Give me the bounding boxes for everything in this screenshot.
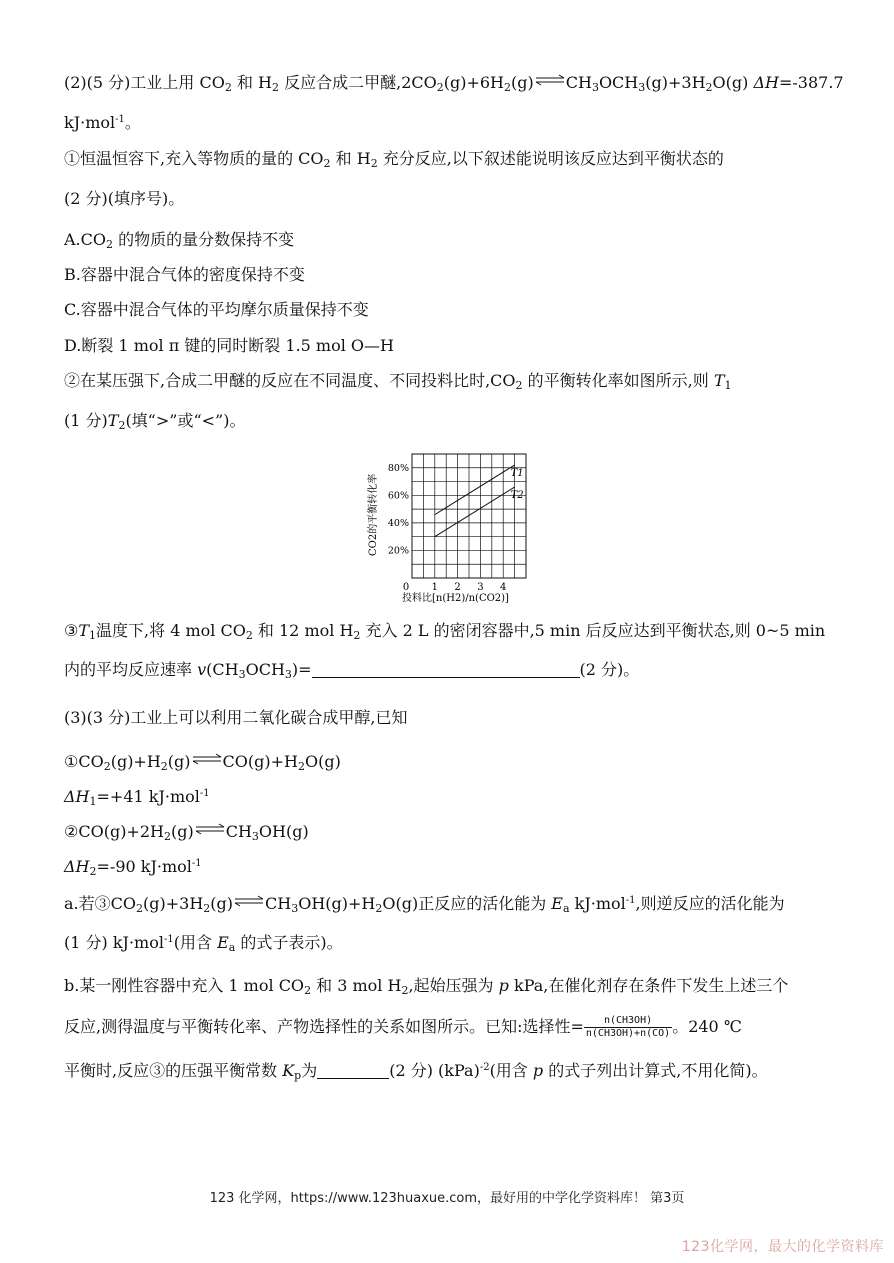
text: ③ (64, 621, 79, 640)
x-tick-label: 4 (500, 582, 507, 593)
text: T (78, 621, 90, 640)
text: v (197, 660, 207, 679)
text: 的式子列出计算式,不用化简)。 (543, 1061, 768, 1080)
sub: 2 (353, 629, 361, 642)
text: 和 12 mol H (252, 621, 354, 640)
text: (g) (210, 894, 233, 913)
text: 的平衡转化率如图所示,则 (522, 371, 714, 390)
sub: 2 (304, 984, 312, 997)
sub: a (228, 941, 236, 954)
sub: 2 (272, 81, 280, 94)
sub: 2 (370, 157, 378, 170)
text: B.容器中混合气体的密度保持不变 (64, 265, 305, 284)
y-tick-label: 60% (387, 490, 409, 502)
text: CH (225, 822, 252, 841)
text: =-90 kJ·mol (96, 857, 192, 876)
text: 反应合成二甲醚,2CO (279, 73, 437, 92)
y-tick-label: 80% (387, 462, 409, 474)
text: CO(g)+H (222, 752, 298, 771)
q2-equation-line (64, 73, 844, 93)
enthalpy-2 (64, 857, 202, 877)
text: 平衡时,反应③的压强平衡常数 (64, 1061, 283, 1080)
q3-intro (64, 708, 408, 728)
text: 的式子表示)。 (235, 933, 343, 952)
text: ,则逆反应的活化能为 (635, 894, 785, 913)
x-tick-label: 0 (402, 582, 410, 593)
chart-grid (412, 454, 526, 578)
text: ,起始压强为 (408, 976, 499, 995)
text: (填“>”或“<”)。 (125, 411, 246, 430)
sub: 2 (160, 760, 168, 773)
sub: 2 (297, 760, 305, 773)
fraction-denominator: n(CH3OH)+n(CO) (585, 1028, 671, 1039)
enthalpy-1 (64, 787, 210, 807)
text: 。240 ℃ (672, 1017, 742, 1036)
sub: 2 (705, 81, 713, 94)
text: (1 分) (64, 411, 108, 430)
text: a.若③CO (64, 894, 136, 913)
text: E (217, 933, 229, 952)
text: 和 H (330, 149, 371, 168)
sup: -1 (115, 114, 125, 125)
sub: 2 (106, 238, 113, 251)
x-tick-label: 3 (477, 582, 484, 593)
text: OH(g) (258, 822, 309, 841)
text: ②CO(g)+2H (64, 822, 164, 841)
text: 充分反应,以下叙述能说明该反应达到平衡状态的 (377, 149, 724, 168)
q2-sub1-line2 (64, 189, 184, 209)
q2-sub3-line (64, 621, 825, 641)
sub: 2 (245, 629, 253, 642)
text: 和 H (231, 73, 273, 92)
text: (2 分)。 (579, 660, 640, 679)
q3-a-line2 (64, 933, 343, 953)
text: =+41 kJ·mol (96, 787, 200, 806)
text: T (107, 411, 119, 430)
sub: 2 (136, 902, 143, 915)
q3-b-line (64, 976, 788, 996)
series-label-t1: T1 (510, 468, 524, 480)
sub: 2 (203, 902, 211, 915)
text: C.容器中混合气体的平均摩尔质量保持不变 (64, 300, 369, 319)
text: kJ·mol (569, 894, 626, 913)
equilibrium-arrow-icon (234, 895, 264, 907)
series-line-t1 (435, 465, 515, 515)
sub: 2 (401, 984, 409, 997)
q2-sub3-line2 (64, 660, 639, 680)
page-footer: 123 化学网，https://www.123huaxue.com，最好用的中学化学资料库！ 第3页 (209, 1191, 685, 1206)
x-tick-label: 2 (454, 582, 461, 593)
answer-blank[interactable] (312, 661, 580, 678)
text: =-387.7 (778, 73, 844, 92)
sub: 3 (284, 668, 292, 681)
text: 反应,测得温度与平衡转化率、产物选择性的关系如图所示。已知:选择性= (64, 1017, 584, 1036)
text: (g) (511, 73, 534, 92)
text: (g)+H (110, 752, 161, 771)
conversion-chart (360, 446, 550, 610)
selectivity-fraction (584, 1015, 672, 1040)
text: OCH (598, 73, 639, 92)
text: )= (291, 660, 312, 679)
answer-blank[interactable] (317, 1062, 389, 1079)
text: ΔH (753, 73, 779, 92)
sub: a (562, 902, 570, 915)
sup: -2 (479, 1062, 490, 1073)
option-a (64, 230, 294, 250)
text: (2 分)(填序号)。 (64, 189, 185, 208)
fraction-numerator: n(CH3OH) (584, 1015, 672, 1028)
option-d (64, 336, 394, 356)
sub: 1 (724, 379, 732, 392)
equilibrium-arrow-icon (535, 74, 565, 86)
text: (2)(5 分)工业上用 CO (64, 73, 225, 92)
text: (用含 (489, 1061, 533, 1080)
sub: 2 (118, 419, 126, 432)
q2-sub1-line (64, 149, 724, 169)
series-label-t2: T2 (510, 490, 524, 502)
sub: 1 (89, 629, 97, 642)
sub: 2 (323, 157, 331, 170)
text: (g) (170, 822, 194, 841)
option-c (64, 300, 369, 320)
text: p (498, 976, 509, 995)
text: p (532, 1061, 544, 1080)
option-b (64, 265, 305, 285)
x-axis-label: 投料比[n(H2)/n(CO2)] (402, 593, 509, 604)
sub: 3 (291, 902, 299, 915)
watermark: 123化学网，最大的化学资料库 (681, 1239, 884, 1255)
y-tick-label: 20% (387, 545, 409, 557)
sub: 2 (504, 81, 511, 94)
text: 。 (124, 113, 141, 132)
series-line-t2 (435, 487, 515, 537)
y-axis-label: CO2的平衡转化率 (368, 473, 379, 556)
text: (用含 (173, 933, 218, 952)
q2-unit-line (64, 113, 141, 133)
text: (1 分) kJ·mol (64, 933, 164, 952)
text: (2 分) (kPa) (389, 1061, 480, 1080)
text: D.断裂 1 mol π 键的同时断裂 1.5 mol O—H (64, 336, 395, 355)
reaction-1 (64, 752, 341, 772)
text: 充入 2 L 的密闭容器中,5 min 后反应达到平衡状态,则 0~5 min (360, 621, 826, 640)
text: (g)+3H (143, 894, 204, 913)
text: ①CO (64, 752, 104, 771)
reaction-2 (64, 822, 309, 842)
sup: -1 (625, 895, 636, 906)
sub: 2 (89, 865, 97, 878)
text: 和 3 mol H (311, 976, 402, 995)
x-tick-label: 1 (431, 582, 438, 593)
sub: 2 (224, 81, 232, 94)
equilibrium-arrow-icon (195, 823, 225, 835)
q2-sub2-line (64, 371, 731, 391)
text: (g) (167, 752, 191, 771)
text: (g)+6H (443, 73, 504, 92)
text: 温度下,将 4 mol CO (96, 621, 246, 640)
sub: 1 (89, 795, 97, 808)
sub: 3 (251, 830, 259, 843)
sub: 2 (103, 760, 111, 773)
sub: 3 (238, 668, 246, 681)
text: ①恒温恒容下,充入等物质的量的 CO (64, 149, 324, 168)
y-tick-label: 40% (387, 517, 409, 529)
text: OCH (245, 660, 285, 679)
text: 内的平均反应速率 (64, 660, 198, 679)
q3-b-line3 (64, 1061, 768, 1081)
q2-sub2-line2 (64, 411, 245, 431)
text: kPa,在催化剂存在条件下发生上述三个 (508, 976, 789, 995)
text: kJ·mol (64, 113, 116, 132)
equilibrium-arrow-icon (192, 753, 222, 765)
text: T (713, 371, 725, 390)
text: (CH (206, 660, 239, 679)
text: ΔH (64, 787, 90, 806)
sup: -1 (199, 788, 210, 799)
text: 的物质的量分数保持不变 (113, 230, 295, 249)
q3-b-line2 (64, 1015, 742, 1040)
text: O(g) (712, 73, 754, 92)
q3-a-line (64, 894, 785, 914)
text: 为 (301, 1061, 318, 1080)
text: (g)+3H (645, 73, 706, 92)
text: (3)(3 分)工业上可以利用二氧化碳合成甲醇,已知 (64, 708, 408, 727)
sub: 2 (515, 379, 523, 392)
sub: 2 (436, 81, 444, 94)
sub: 2 (375, 902, 383, 915)
sub: 3 (638, 81, 646, 94)
sup: -1 (163, 934, 174, 945)
chart-ticks (388, 463, 507, 593)
sub: 3 (591, 81, 599, 94)
text: CH (565, 73, 592, 92)
text: ΔH (64, 857, 90, 876)
sup: -1 (191, 858, 202, 869)
text: A.CO (64, 230, 106, 249)
text: O(g) (304, 752, 341, 771)
text: K (282, 1061, 295, 1080)
text: E (551, 894, 563, 913)
text: O(g)正反应的活化能为 (382, 894, 552, 913)
text: ②在某压强下,合成二甲醚的反应在不同温度、不同投料比时,CO (64, 371, 516, 390)
text: b.某一刚性容器中充入 1 mol CO (64, 976, 305, 995)
chart-series (435, 465, 524, 537)
sub: p (294, 1069, 302, 1082)
text: CH (265, 894, 292, 913)
text: OH(g)+H (298, 894, 376, 913)
sub: 2 (163, 830, 171, 843)
